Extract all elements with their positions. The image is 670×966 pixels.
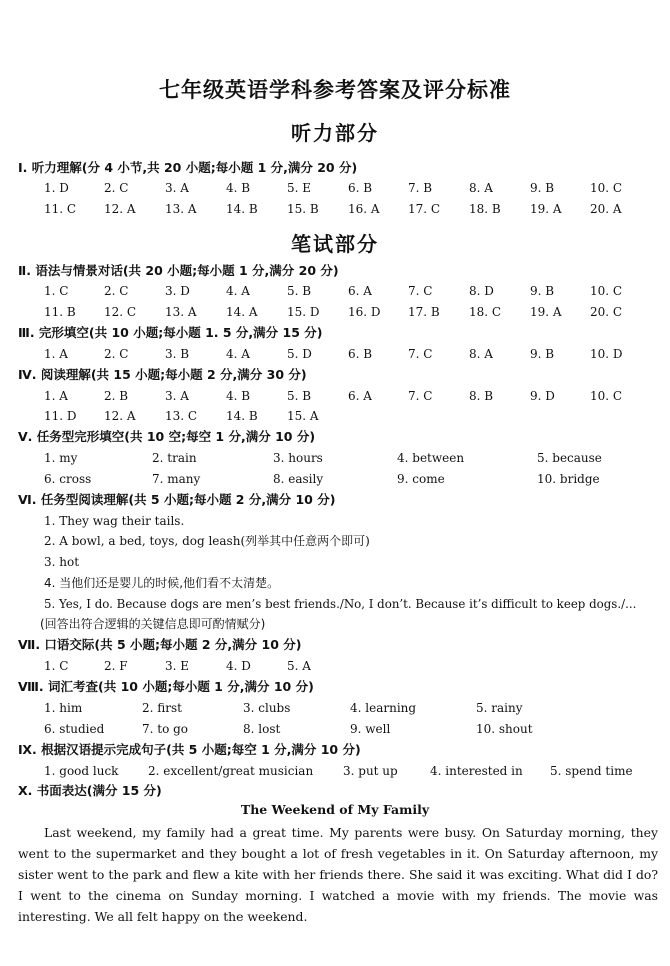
answer-item: 4. interested in (430, 764, 523, 778)
answer-item: 2. B (104, 389, 129, 403)
answer-item: 3. hours (273, 451, 323, 465)
answer-item: 4. between (397, 451, 465, 465)
part6-answer-4: 4. 当他们还是婴儿的时候,他们看不太清楚。 (44, 576, 280, 590)
answer-item: 6. studied (44, 722, 105, 736)
part8-heading: Ⅷ. 词汇考查(共 10 小题;每小题 1 分,满分 10 分) (18, 679, 314, 694)
answer-item: 16. A (348, 202, 380, 216)
part4-answers-row2 (0, 406, 670, 426)
part5-answers-row2 (0, 469, 670, 489)
essay-body: Last weekend, my family had a great time. My parents were busy. On Saturday morning, they went to the supermarket and they bought a lot of fresh vegetables in it. On Saturday afternoon, my sister went to the park and flew a kite with her friends there. She said it was exciting. What did I do? I went to the cinema on Sunday morning. I watched a movie with my friends. The movie was interesting. We all felt happy on the weekend. (18, 825, 658, 924)
answer-item: 12. A (104, 409, 136, 423)
answer-item: 1. A (44, 347, 68, 361)
answer-item: 14. B (226, 409, 258, 423)
written-section-title: 笔试部分 (291, 232, 379, 256)
answer-item: 9. D (530, 389, 555, 403)
part1-answers-row2 (0, 199, 670, 219)
answer-item: 2. F (104, 659, 128, 673)
answer-item: 7. to go (142, 722, 189, 736)
answer-item: 8. easily (273, 472, 324, 486)
part5-answers-row1 (0, 448, 670, 468)
answer-item: 3. E (165, 659, 190, 673)
part7-heading: Ⅶ. 口语交际(共 5 小题;每小题 2 分,满分 10 分) (18, 637, 302, 652)
part3-heading: Ⅲ. 完形填空(共 10 小题;每小题 1. 5 分,满分 15 分) (18, 325, 323, 340)
answer-item: 5. D (287, 347, 312, 361)
part6-answer-2: 2. A bowl, a bed, toys, dog leash(列举其中任意两个即可) (44, 534, 370, 548)
answer-item: 15. D (287, 305, 320, 319)
answer-item: 14. B (226, 202, 258, 216)
part9-heading: Ⅸ. 根据汉语提示完成句子(共 5 小题;每空 1 分,满分 10 分) (18, 742, 361, 757)
answer-item: 5. rainy (476, 701, 523, 715)
answer-item: 13. A (165, 305, 197, 319)
answer-item: 11. C (44, 202, 77, 216)
answer-item: 10. D (590, 347, 623, 361)
page-title: 七年级英语学科参考答案及评分标准 (159, 78, 511, 102)
answer-item: 13. A (165, 202, 197, 216)
answer-item: 18. B (469, 202, 501, 216)
answer-item: 1. C (44, 659, 69, 673)
answer-item: 3. B (165, 347, 190, 361)
answer-item: 10. C (590, 389, 623, 403)
answer-item: 20. C (590, 305, 623, 319)
answer-item: 2. C (104, 284, 129, 298)
part7-answers-row1 (0, 656, 670, 676)
part4-answers-row1 (0, 386, 670, 406)
answer-item: 7. many (152, 472, 201, 486)
part6-answer-1: 1. They wag their tails. (44, 514, 185, 528)
answer-item: 7. C (408, 347, 433, 361)
answer-item: 1. my (44, 451, 78, 465)
answer-item: 2. train (152, 451, 197, 465)
answer-item: 4. A (226, 284, 250, 298)
answer-item: 6. A (348, 284, 372, 298)
answer-item: 10. bridge (537, 472, 600, 486)
answer-item: 9. well (350, 722, 391, 736)
answer-item: 6. B (348, 347, 373, 361)
answer-item: 6. A (348, 389, 372, 403)
answer-item: 18. C (469, 305, 502, 319)
part6-answer-5: 5. Yes, I do. Because dogs are men’s best friends./No, I don’t. Because it’s difficult to keep dogs./... (44, 597, 637, 611)
answer-item: 8. A (469, 181, 493, 195)
answer-item: 4. A (226, 347, 250, 361)
answer-item: 5. A (287, 659, 311, 673)
answer-item: 15. B (287, 202, 319, 216)
answer-item: 3. A (165, 181, 189, 195)
answer-item: 4. B (226, 181, 251, 195)
answer-item: 7. B (408, 181, 433, 195)
answer-item: 4. B (226, 389, 251, 403)
answer-item: 16. D (348, 305, 381, 319)
answer-item: 8. lost (243, 722, 281, 736)
answer-item: 1. good luck (44, 764, 119, 778)
answer-item: 2. C (104, 181, 129, 195)
answer-item: 5. E (287, 181, 312, 195)
answer-item: 10. shout (476, 722, 533, 736)
answer-item: 4. learning (350, 701, 417, 715)
answer-item: 5. B (287, 389, 312, 403)
answer-item: 1. A (44, 389, 68, 403)
answer-item: 8. B (469, 389, 494, 403)
answer-item: 15. A (287, 409, 319, 423)
part2-heading: Ⅱ. 语法与情景对话(共 20 小题;每小题 1 分,满分 20 分) (18, 263, 339, 278)
essay-title: The Weekend of My Family (240, 802, 430, 817)
answer-item: 7. C (408, 389, 433, 403)
answer-item: 1. C (44, 284, 69, 298)
part2-answers-row2 (0, 302, 670, 322)
answer-item: 17. C (408, 202, 441, 216)
part5-heading: Ⅴ. 任务型完形填空(共 10 空;每空 1 分,满分 10 分) (18, 429, 316, 444)
answer-item: 6. B (348, 181, 373, 195)
answer-item: 8. A (469, 347, 493, 361)
answer-item: 5. because (537, 451, 602, 465)
answer-item: 20. A (590, 202, 622, 216)
answer-item: 2. excellent/great musician (148, 764, 314, 778)
answer-item: 5. spend time (550, 764, 633, 778)
answer-item: 10. C (590, 284, 623, 298)
answer-item: 11. B (44, 305, 76, 319)
answer-item: 4. D (226, 659, 251, 673)
answer-item: 19. A (530, 305, 562, 319)
part4-heading: Ⅳ. 阅读理解(共 15 小题;每小题 2 分,满分 30 分) (18, 367, 307, 382)
part2-answers-row1 (0, 281, 670, 301)
part10-heading: Ⅹ. 书面表达(满分 15 分) (18, 783, 162, 798)
listening-section-title: 听力部分 (291, 121, 379, 145)
answer-item: 3. put up (343, 764, 398, 778)
answer-item: 3. A (165, 389, 189, 403)
part1-heading: Ⅰ. 听力理解(分 4 小节,共 20 小题;每小题 1 分,满分 20 分) (18, 160, 358, 175)
answer-item: 17. B (408, 305, 440, 319)
answer-item: 3. D (165, 284, 190, 298)
part6-answer-3: 3. hot (44, 555, 80, 569)
answer-item: 3. clubs (243, 701, 291, 715)
answer-item: 13. C (165, 409, 198, 423)
part1-answers-row1 (0, 178, 670, 198)
answer-item: 2. C (104, 347, 129, 361)
part6-scoring-note: (回答出符合逻辑的关键信息即可酌情赋分) (40, 617, 266, 631)
answer-item: 5. B (287, 284, 312, 298)
answer-item: 1. D (44, 181, 69, 195)
part9-answers-row1 (0, 761, 670, 781)
part6-heading: Ⅵ. 任务型阅读理解(共 5 小题;每小题 2 分,满分 10 分) (18, 492, 336, 507)
part3-answers-row1 (0, 344, 670, 364)
answer-item: 12. C (104, 305, 137, 319)
answer-item: 19. A (530, 202, 562, 216)
answer-item: 2. first (142, 701, 182, 715)
answer-item: 12. A (104, 202, 136, 216)
part8-answers-row1 (0, 698, 670, 718)
answer-item: 6. cross (44, 472, 92, 486)
answer-item: 7. C (408, 284, 433, 298)
answer-item: 9. B (530, 181, 555, 195)
answer-item: 9. come (397, 472, 445, 486)
answer-item: 10. C (590, 181, 623, 195)
answer-item: 9. B (530, 284, 555, 298)
answer-item: 14. A (226, 305, 258, 319)
answer-item: 9. B (530, 347, 555, 361)
part8-answers-row2 (0, 719, 670, 739)
answer-item: 1. him (44, 701, 83, 715)
answer-item: 8. D (469, 284, 494, 298)
answer-item: 11. D (44, 409, 77, 423)
